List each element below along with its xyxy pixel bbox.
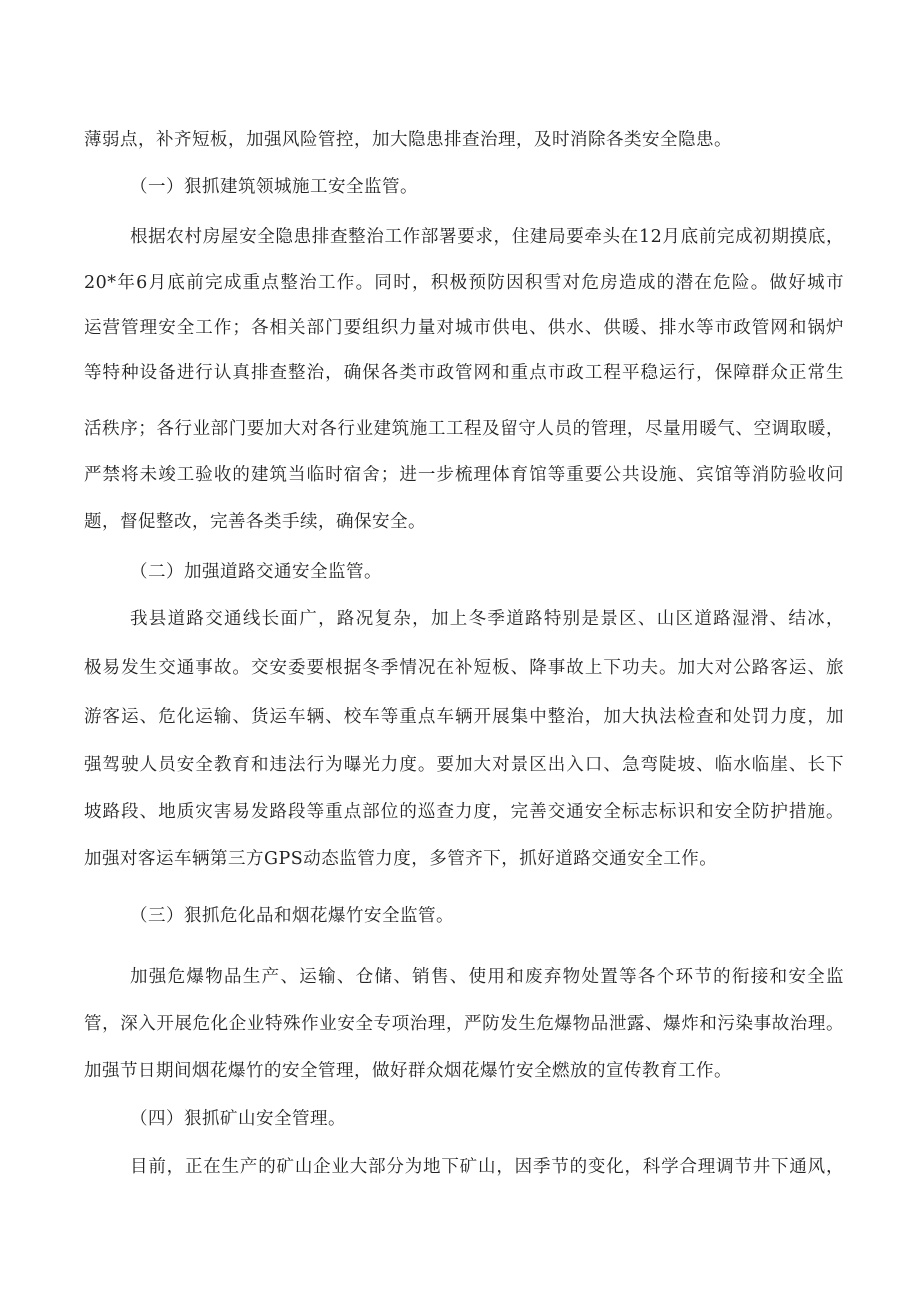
paragraph-line: 管，深入开展危化企业特殊作业安全专项治理，严防发生危爆物品泄露、爆炸和污染事故治理。 — [84, 1014, 844, 1034]
paragraph-line: 题，督促整改，完善各类手续，确保安全。 — [84, 512, 426, 532]
paragraph-line: 游客运、危化运输、货运车辆、校车等重点车辆开展集中整治，加大执法检查和处罚力度，加 — [84, 707, 844, 727]
paragraph-line: 20*年6月底前完成重点整治工作。同时，积极预防因积雪对危房造成的潜在危险。做好城市 — [84, 273, 844, 293]
paragraph-line: 加强对客运车辆第三方GPS动态监管力度，多管齐下，抓好道路交通安全工作。 — [84, 849, 718, 869]
paragraph-line: 极易发生交通事故。交安委要根据冬季情况在补短板、降事故上下功夫。加大对公路客运、旅 — [84, 658, 844, 678]
paragraph-line: 加强节日期间烟花爆竹的安全管理，做好群众烟花爆竹安全燃放的宣传教育工作。 — [84, 1061, 732, 1081]
paragraph-line: 严禁将未竣工验收的建筑当临时宿舍；进一步梳理体育馆等重要公共设施、宾馆等消防验收问 — [84, 465, 844, 485]
paragraph-line: 强驾驶人员安全教育和违法行为曝光力度。要加大对景区出入口、急弯陡坡、临水临崖、长下 — [84, 755, 844, 775]
section-heading-3: （三）狠抓危化品和烟花爆竹安全监管。 — [130, 906, 454, 926]
paragraph-line: 加强危爆物品生产、运输、仓储、销售、使用和废弃物处置等各个环节的衔接和安全监 — [130, 967, 844, 987]
paragraph-line: 根据农村房屋安全隐患排查整治工作部署要求，住建局要牵头在12月底前完成初期摸底， — [130, 227, 844, 247]
paragraph-line: 坡路段、地质灾害易发路段等重点部位的巡查力度，完善交通安全标志标识和安全防护措施。 — [84, 802, 844, 822]
section-heading-1: （一）狠抓建筑领城施工安全监管。 — [130, 177, 418, 197]
section-heading-2: （二）加强道路交通安全监管。 — [130, 562, 382, 582]
section-heading-4: （四）狠抓矿山安全管理。 — [130, 1109, 346, 1129]
paragraph-line: 薄弱点，补齐短板，加强风险管控，加大隐患排查治理，及时消除各类安全隐患。 — [84, 130, 732, 150]
paragraph-line: 活秩序；各行业部门要加大对各行业建筑施工工程及留守人员的管理，尽量用暖气、空调取暖， — [84, 419, 844, 439]
paragraph-line: 我县道路交通线长面广，路况复杂，加上冬季道路特别是景区、山区道路湿滑、结冰， — [130, 609, 844, 629]
paragraph-line: 等特种设备进行认真排查整治，确保各类市政管网和重点市政工程平稳运行，保障群众正常生 — [84, 363, 844, 383]
paragraph-line: 运营管理安全工作；各相关部门要组织力量对城市供电、供水、供暖、排水等市政管网和锅炉 — [84, 318, 844, 338]
paragraph-line: 目前，正在生产的矿山企业大部分为地下矿山，因季节的变化，科学合理调节井下通风， — [130, 1157, 844, 1177]
